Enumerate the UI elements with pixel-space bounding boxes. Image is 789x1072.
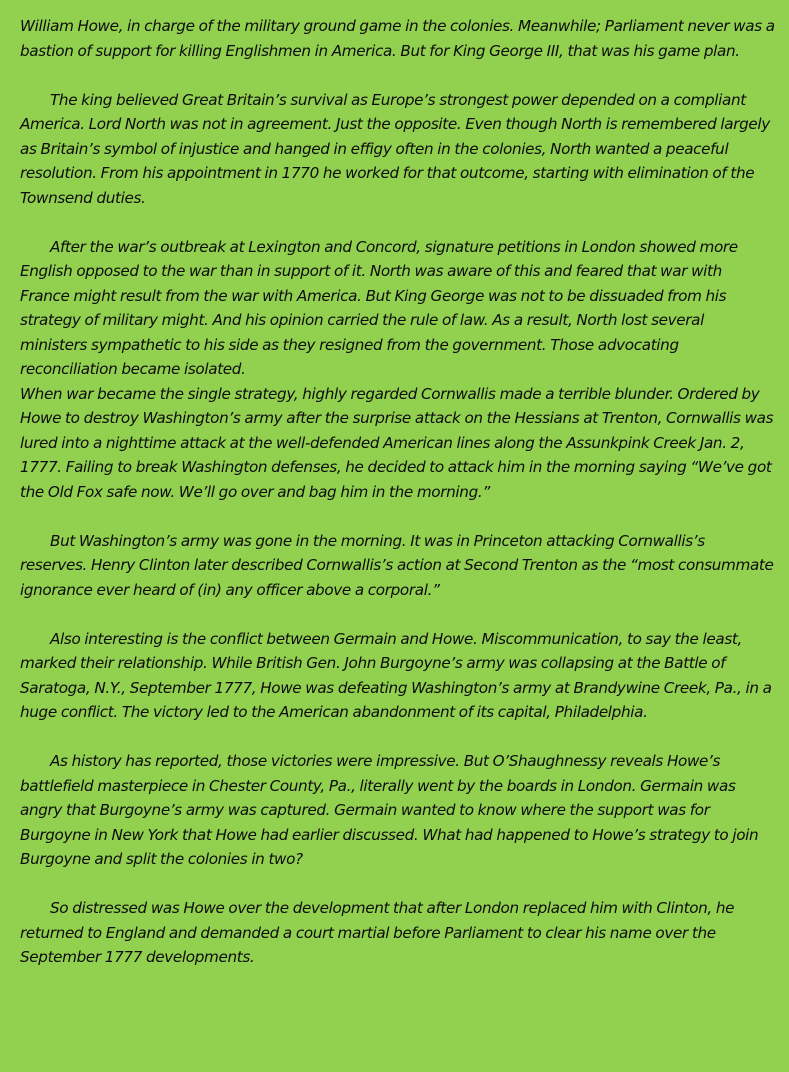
paragraph-king-belief: The king believed Great Britain’s survival as Europe’s strongest power depended on a compliant America. Lord North was not in agreement. Just the opposite. Even though North is remembered largely as Britain’s symbol of injustice and hanged in effigy often in the colonies, North wanted a peaceful resolution. From his appointment in 1770 he worked for that outcome, starting with elimination of the Townsend duties. <box>20 90 770 207</box>
paragraph-victories: As history has reported, those victories were impressive. But O’Shaughnessy reveals Howe’s battlefield masterpiece in Chester County, Pa., literally went by the boards in London. Germain was angry that Burgoyne’s army was captured. Germain wanted to know where the support was for Burgoyne in New York that Howe had earlier discussed. What had happened to Howe’s strategy to join Burgoyne and split the colonies in two? <box>20 752 759 868</box>
paragraph-cornwallis-blunder: When war became the single strategy, highly regarded Cornwallis made a terrible blunder. Ordered by Howe to destroy Washington’s army after the surprise attack on the Hessians at Trenton, Cornwallis was lured into a nighttime attack at the well-defended American lines along the Assunkpink Creek Jan. 2, 1777. Failing to break Washington defenses, he decided to attack him in the morning saying “We’ve got the Old Fox safe now. We’ll go over and bag him in the morning.” <box>20 384 774 501</box>
paragraph-gap <box>20 63 775 88</box>
paragraph-gap <box>20 602 775 627</box>
paragraph-court-martial: So distressed was Howe over the development that after London replaced him with Clinton, he returned to England and demanded a court martial before Parliament to clear his name over the September 1777 developments. <box>20 899 735 966</box>
paragraph-gap <box>20 725 775 750</box>
paragraph-war-outbreak: After the war’s outbreak at Lexington and Concord, signature petitions in London showed more English opposed to the war than in support of it. North was aware of this and feared that war with France might result from the war with America. But King George was not to be dissuaded from his strategy of military might. And his opinion carried the rule of law. As a result, North lost several ministers sympathetic to his side as they resigned from the government. Those advocating reconciliation became isolated. <box>20 237 738 378</box>
paragraph-germain-howe: Also interesting is the conflict between Germain and Howe. Miscommunication, to say the least, marked their relationship. While British Gen. John Burgoyne’s army was collapsing at the Battle of Saratoga, N.Y., September 1777, Howe was defeating Washington’s army at Brandywine Creek, Pa., in a huge conflict. The victory led to the American abandonment of its capital, Philadelphia. <box>20 629 772 721</box>
paragraph-gap <box>20 504 775 529</box>
paragraph-howe-intro: William Howe, in charge of the military ground game in the colonies. Meanwhile; Parliament never was a bastion of support for killing Englishmen in America. But for King George III, that was his game plan. <box>20 17 775 60</box>
paragraph-gap <box>20 210 775 235</box>
paragraph-gap <box>20 872 775 897</box>
paragraph-princeton: But Washington’s army was gone in the morning. It was in Princeton attacking Cornwallis’s reserves. Henry Clinton later described Cornwallis’s action at Second Trenton as the “most consummate ignorance ever heard of (in) any officer above a corporal.” <box>20 531 774 599</box>
